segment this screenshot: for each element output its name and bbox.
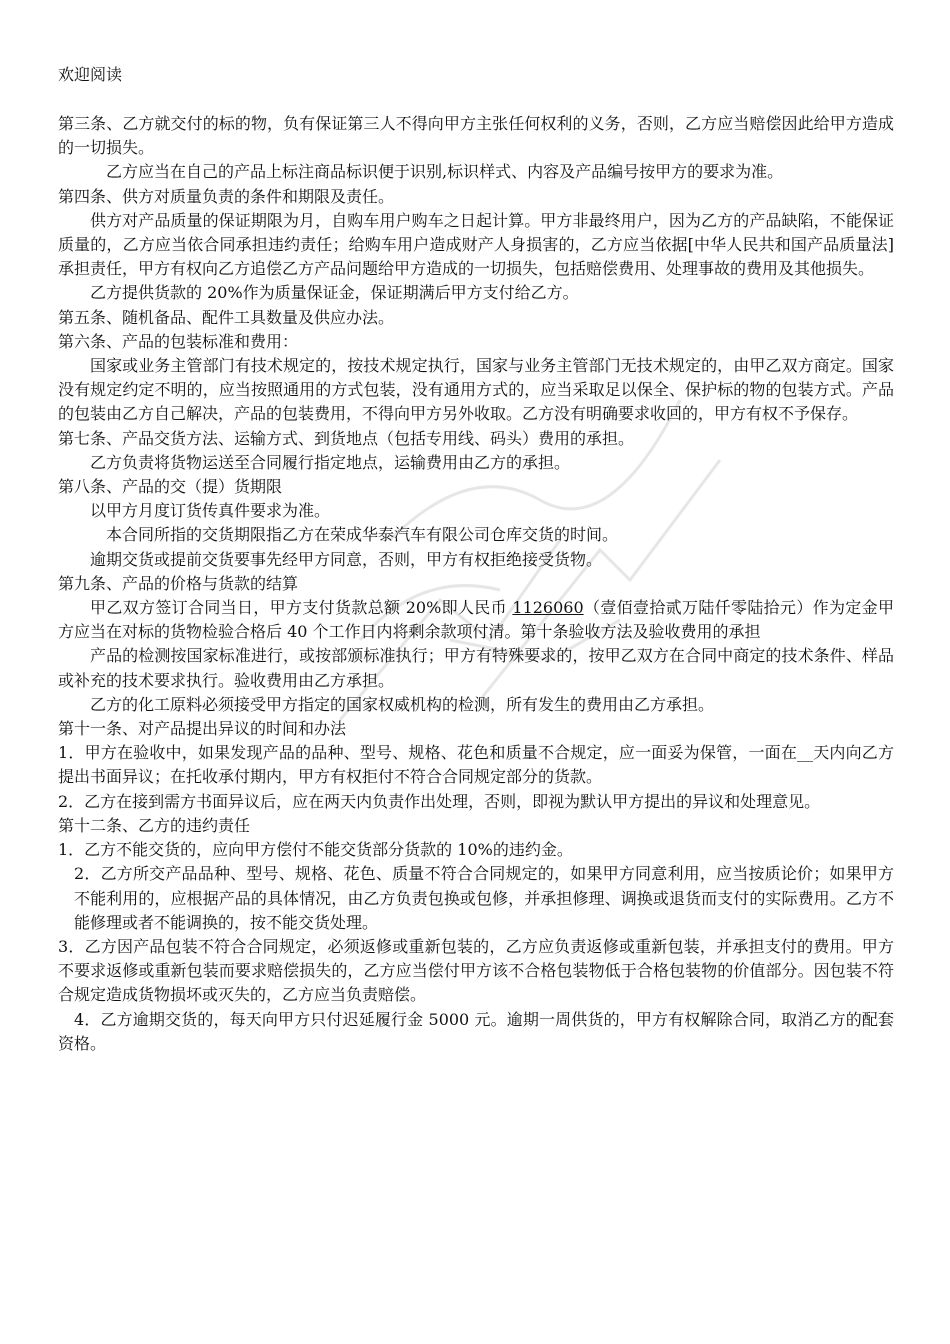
article-11-item-2: 2．乙方在接到需方书面异议后，应在两天内负责作出处理，否则，即视为默认甲方提出的异议和处理意见。 — [58, 791, 821, 811]
article-5-heading: 第五条、随机备品、配件工具数量及供应办法。 — [58, 307, 395, 327]
article-3: 第三条、乙方就交付的标的物，负有保证第三人不得向甲方主张任何权利的义务，否则，乙方应当赔偿因此给甲方造成的一切损失。 — [58, 114, 894, 158]
payment-amount: 1126060 — [512, 598, 584, 618]
article-12-heading: 第十二条、乙方的违约责任 — [58, 815, 251, 835]
article-7-heading: 第七条、产品交货方法、运输方式、到货地点（包括专用线、码头）费用的承担。 — [58, 428, 635, 448]
article-12-item-2: 2．乙方所交产品品种、型号、规格、花色、质量不符合合同规定的，如果甲方同意利用，应当按质论价；如果甲方不能利用的，应根据产品的具体情况，由乙方负责包换或包修，并承担修理、调换或退货而支付的实际费用。乙方不能修理或者不能调换的，按不能交货处理。 — [74, 864, 894, 932]
article-4-warranty: 供方对产品质量的保证期限为月，自购车用户购车之日起计算。甲方非最终用户，因为乙方的产品缺陷，不能保证质量的，乙方应当依合同承担违约责任；给购车用户造成财产人身损害的，乙方应当依据[中华人民共和国产品质量法]承担责任，甲方有权向乙方追偿乙方产品问题给甲方造成的一切损失，包括赔偿费用、处理事故的费用及其他损失。 — [58, 210, 894, 279]
article-8-late-delivery: 逾期交货或提前交货要事先经甲方同意，否则，甲方有权拒绝接受货物。 — [90, 549, 603, 569]
article-10-chemical-testing: 乙方的化工原料必须接受甲方指定的国家权威机构的检测，所有发生的费用由乙方承担。 — [90, 694, 715, 714]
article-4-heading: 第四条、供方对质量负责的条件和期限及责任。 — [58, 186, 395, 206]
article-3-label-clause: 乙方应当在自己的产品上标注商品标识便于识别,标识样式、内容及产品编号按甲方的要求为准。 — [106, 162, 784, 182]
article-12-item-4: 4．乙方逾期交货的，每天向甲方只付迟延履行金 5000 元。逾期一周供货的，甲方有权解除合同，取消乙方的配套资格。 — [58, 1009, 894, 1053]
article-6-heading: 第六条、产品的包装标准和费用： — [58, 331, 299, 351]
article-12-item-1: 1．乙方不能交货的，应向甲方偿付不能交货部分货款的 10%的违约金。 — [58, 840, 573, 860]
document-page — [58, 62, 894, 1056]
payment-text-after: （壹佰壹拾贰万陆仟零陆拾元）作为定金甲方应当在对标的货物检验合格后 40 个工作日内将剩余款项付清。第十条验收方法及验收费用的承担 — [58, 598, 894, 642]
article-7-transport: 乙方负责将货物运送至合同履行指定地点，运输费用由乙方的承担。 — [90, 452, 571, 472]
article-12-item-3: 3．乙方因产品包装不符合合同规定，必须返修或重新包装的，乙方应负责返修或重新包装，并承担支付的费用。甲方不要求返修或重新包装而要求赔偿损失的，乙方应当偿付甲方该不合格包装物低于合格包装物的价值部分。因包装不符合规定造成货物损坏或灭失的，乙方应当负责赔偿。 — [58, 936, 894, 1005]
article-8-delivery-time: 本合同所指的交货期限指乙方在荣成华泰汽车有限公司仓库交货的时间。 — [106, 525, 619, 545]
article-8-heading: 第八条、产品的交（提）货期限 — [58, 477, 283, 497]
payment-text-before: 甲乙双方签订合同当日，甲方支付货款总额 20%即人民币 — [90, 598, 513, 618]
article-11-item-1: 1．甲方在验收中，如果发现产品的品种、型号、规格、花色和质量不合规定，应一面妥为保管，一面在__天内向乙方提出书面异议；在托收承付期内，甲方有权拒付不符合合同规定部分的货款。 — [58, 743, 894, 787]
page-header: 欢迎阅读 — [58, 65, 123, 84]
article-8-orders: 以甲方月度订货传真件要求为准。 — [90, 501, 331, 521]
article-10-inspection: 产品的检测按国家标准进行，或按部颁标准执行；甲方有特殊要求的，按甲乙双方在合同中商定的技术条件、样品或补充的技术要求执行。验收费用由乙方承担。 — [58, 646, 894, 690]
article-6-packaging: 国家或业务主管部门有技术规定的，按技术规定执行，国家与业务主管部门无技术规定的，由甲乙双方商定。国家没有规定约定不明的，应当按照通用的方式包装，没有通用方式的，应当采取足以保全、保护标的物的包装方式。产品的包装由乙方自己解决，产品的包装费用，不得向甲方另外收取。乙方没有明确要求收回的，甲方有权不予保存。 — [58, 356, 894, 424]
article-9-payment — [58, 596, 894, 644]
article-9-heading: 第九条、产品的价格与货款的结算 — [58, 573, 299, 593]
article-4-deposit: 乙方提供货款的 20%作为质量保证金，保证期满后甲方支付给乙方。 — [90, 283, 579, 303]
article-11-heading: 第十一条、对产品提出异议的时间和办法 — [58, 719, 347, 739]
